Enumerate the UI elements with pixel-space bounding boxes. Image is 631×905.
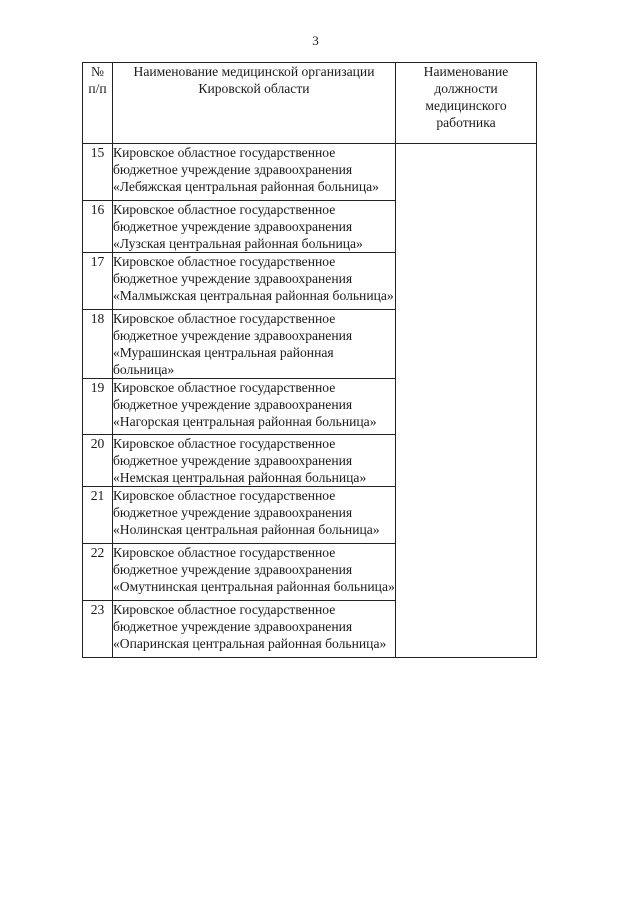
- header-organization: [113, 63, 396, 144]
- page-number: 3: [312, 33, 319, 48]
- medical-organizations-table: [82, 62, 537, 658]
- position-cell: [396, 144, 537, 658]
- row-number: 17: [83, 252, 113, 309]
- row-organization: Кировское областное государственное бюджетное учреждение здравоохранения «Нолинская центральная районная больница»: [113, 487, 396, 544]
- row-organization: Кировское областное государственное бюджетное учреждение здравоохранения «Мурашинская центральная районная больница»: [113, 309, 396, 378]
- row-number: 20: [83, 435, 113, 487]
- row-organization: Кировское областное государственное бюджетное учреждение здравоохранения «Малмыжская центральная районная больница»: [113, 252, 396, 309]
- row-number: 15: [83, 144, 113, 201]
- row-number: 18: [83, 309, 113, 378]
- row-number: 22: [83, 544, 113, 601]
- row-number: 23: [83, 600, 113, 657]
- header-position-label: Наименование должности медицинского работника: [423, 64, 509, 130]
- row-number: 21: [83, 487, 113, 544]
- table-header-row: [83, 63, 537, 144]
- row-organization: Кировское областное государственное бюджетное учреждение здравоохранения «Немская центральная районная больница»: [113, 435, 396, 487]
- row-organization: Кировское областное государственное бюджетное учреждение здравоохранения «Омутнинская центральная районная больница»: [113, 544, 396, 601]
- header-organization-label: Наименование медицинской организации Кировской области: [133, 64, 375, 96]
- header-number: [83, 63, 113, 144]
- row-number: 16: [83, 200, 113, 252]
- row-number: 19: [83, 378, 113, 435]
- row-organization: Кировское областное государственное бюджетное учреждение здравоохранения «Нагорская центральная районная больница»: [113, 378, 396, 435]
- header-position: [396, 63, 537, 144]
- row-organization: Кировское областное государственное бюджетное учреждение здравоохранения «Лузская центральная районная больница»: [113, 200, 396, 252]
- header-number-label: № п/п: [88, 64, 107, 96]
- table-row: [83, 144, 537, 201]
- row-organization: Кировское областное государственное бюджетное учреждение здравоохранения «Опаринская центральная районная больница»: [113, 600, 396, 657]
- row-organization: Кировское областное государственное бюджетное учреждение здравоохранения «Лебяжская центральная районная больница»: [113, 144, 396, 201]
